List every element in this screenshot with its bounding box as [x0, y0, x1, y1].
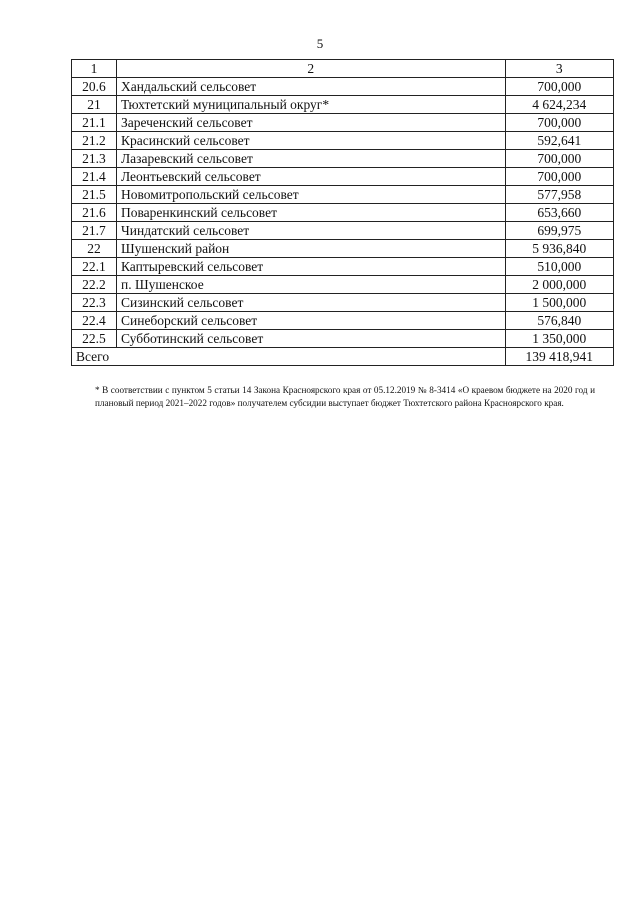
row-name: Субботинский сельсовет	[116, 330, 505, 348]
header-row	[72, 60, 614, 78]
row-number: 22.2	[72, 276, 117, 294]
footnote	[95, 384, 595, 409]
row-number: 21.2	[72, 132, 117, 150]
row-number: 21.4	[72, 168, 117, 186]
table-body	[72, 78, 614, 348]
row-value: 4 624,234	[505, 96, 613, 114]
row-value: 576,840	[505, 312, 613, 330]
column-header-1: 1	[72, 60, 117, 78]
table-row	[72, 294, 614, 312]
subsidy-table	[71, 59, 614, 366]
table-row	[72, 330, 614, 348]
total-row	[72, 348, 614, 366]
row-value: 5 936,840	[505, 240, 613, 258]
row-name: Тюхтетский муниципальный округ*	[116, 96, 505, 114]
row-name: Чиндатский сельсовет	[116, 222, 505, 240]
table-row	[72, 312, 614, 330]
row-number: 20.6	[72, 78, 117, 96]
page-number: 5	[316, 36, 324, 51]
row-name: Каптыревский сельсовет	[116, 258, 505, 276]
table-footer	[72, 348, 614, 366]
row-name: Леонтьевский сельсовет	[116, 168, 505, 186]
table-row	[72, 132, 614, 150]
row-value: 1 500,000	[505, 294, 613, 312]
table-row	[72, 204, 614, 222]
table-row	[72, 78, 614, 96]
column-header-3: 3	[505, 60, 613, 78]
row-value: 592,641	[505, 132, 613, 150]
row-number: 22.3	[72, 294, 117, 312]
row-number: 21.3	[72, 150, 117, 168]
row-name: Новомитропольский сельсовет	[116, 186, 505, 204]
table-row	[72, 240, 614, 258]
row-number: 22.5	[72, 330, 117, 348]
row-number: 22.4	[72, 312, 117, 330]
row-name: Сизинский сельсовет	[116, 294, 505, 312]
row-number: 21.7	[72, 222, 117, 240]
row-name: Красинский сельсовет	[116, 132, 505, 150]
row-number: 21.1	[72, 114, 117, 132]
row-value: 700,000	[505, 78, 613, 96]
row-value: 1 350,000	[505, 330, 613, 348]
total-value: 139 418,941	[505, 348, 613, 366]
row-value: 699,975	[505, 222, 613, 240]
table-row	[72, 276, 614, 294]
row-number: 22.1	[72, 258, 117, 276]
row-name: Лазаревский сельсовет	[116, 150, 505, 168]
row-number: 21.5	[72, 186, 117, 204]
total-label: Всего	[72, 348, 506, 366]
row-name: Шушенский район	[116, 240, 505, 258]
table-row	[72, 96, 614, 114]
table-row	[72, 258, 614, 276]
row-value: 510,000	[505, 258, 613, 276]
row-value: 700,000	[505, 150, 613, 168]
row-name: п. Шушенское	[116, 276, 505, 294]
footnote-text: * В соответствии с пунктом 5 статьи 14 Закона Красноярского края от 05.12.2019 № 8-3414 «О краевом бюджете на 2020 год и плановый период 2021–2022 годов» получателем субсидии выступает бюджет Тюхтетского района Красноярского края.	[95, 385, 595, 408]
row-number: 21	[72, 96, 117, 114]
row-value: 577,958	[505, 186, 613, 204]
table-row	[72, 222, 614, 240]
row-name: Синеборский сельсовет	[116, 312, 505, 330]
table-header	[72, 60, 614, 78]
row-value: 700,000	[505, 168, 613, 186]
row-number: 21.6	[72, 204, 117, 222]
row-value: 700,000	[505, 114, 613, 132]
row-number: 22	[72, 240, 117, 258]
table-row	[72, 186, 614, 204]
table-row	[72, 168, 614, 186]
table-row	[72, 150, 614, 168]
table-row	[72, 114, 614, 132]
row-name: Поваренкинский сельсовет	[116, 204, 505, 222]
row-value: 2 000,000	[505, 276, 613, 294]
row-value: 653,660	[505, 204, 613, 222]
row-name: Зареченский сельсовет	[116, 114, 505, 132]
row-name: Хандальский сельсовет	[116, 78, 505, 96]
column-header-2: 2	[116, 60, 505, 78]
